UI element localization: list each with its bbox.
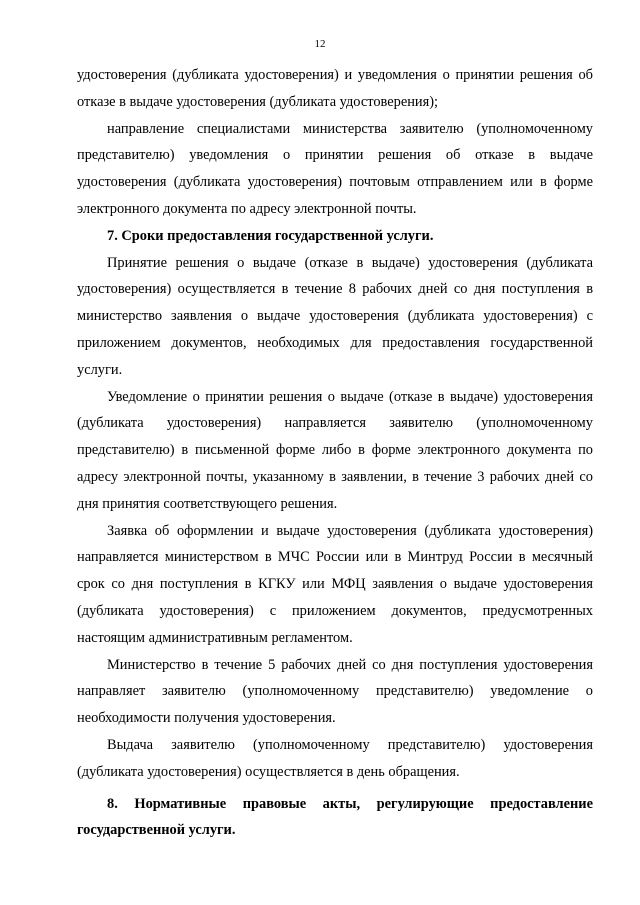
paragraph-notification-delivery: направление специалистами министерства заявителю (уполномоченному представителю) уведомления о принятии решения об отказе в выдаче удостоверения (дубликата удостоверения) почтовым отправлением или в форме электронного документа по адресу электронной почты. — [77, 120, 593, 217]
document-body — [77, 62, 593, 844]
paragraph-continuation: удостоверения (дубликата удостоверения) и уведомления о принятии решения об отказе в выдаче удостоверения (дубликата удостоверения); — [77, 67, 593, 110]
paragraph-application-submission: Заявка об оформлении и выдаче удостоверения (дубликата удостоверения) направляется министерством в МЧС России или в Минтруд России в месячный срок со дня поступления в КГКУ или МФЦ заявления о выдаче удостоверения (дубликата удостоверения) с приложением документов, предусмотренных настоящим административным регламентом. — [77, 522, 593, 646]
section-heading-8: 8. Нормативные правовые акты, регулирующие предоставление государственной услуги. — [77, 795, 593, 839]
paragraph-issuance: Выдача заявителю (уполномоченному представителю) удостоверения (дубликата удостоверения) осуществляется в день обращения. — [77, 736, 593, 780]
page-number: 12 — [314, 38, 326, 50]
paragraph-receipt-notice: Министерство в течение 5 рабочих дней со дня поступления удостоверения направляет заявителю (уполномоченному представителю) уведомление о необходимости получения удостоверения. — [77, 656, 593, 727]
section-heading-7: 7. Сроки предоставления государственной услуги. — [107, 227, 434, 244]
paragraph-notification-deadline: Уведомление о принятии решения о выдаче (отказе в выдаче) удостоверения (дубликата удостоверения) направляется заявителю (уполномоченному представителю) в письменной форме либо в форме электронного документа по адресу электронной почты, указанному в заявлении, в течение 3 рабочих дней со дня принятия соответствующего решения. — [77, 388, 593, 512]
paragraph-decision-deadline: Принятие решения о выдаче (отказе в выдаче) удостоверения (дубликата удостоверения) осуществляется в течение 8 рабочих дней со дня поступления в министерство заявления о выдаче удостоверения (дубликата удостоверения) с приложением документов, необходимых для предоставления государственной услуги. — [77, 254, 593, 378]
